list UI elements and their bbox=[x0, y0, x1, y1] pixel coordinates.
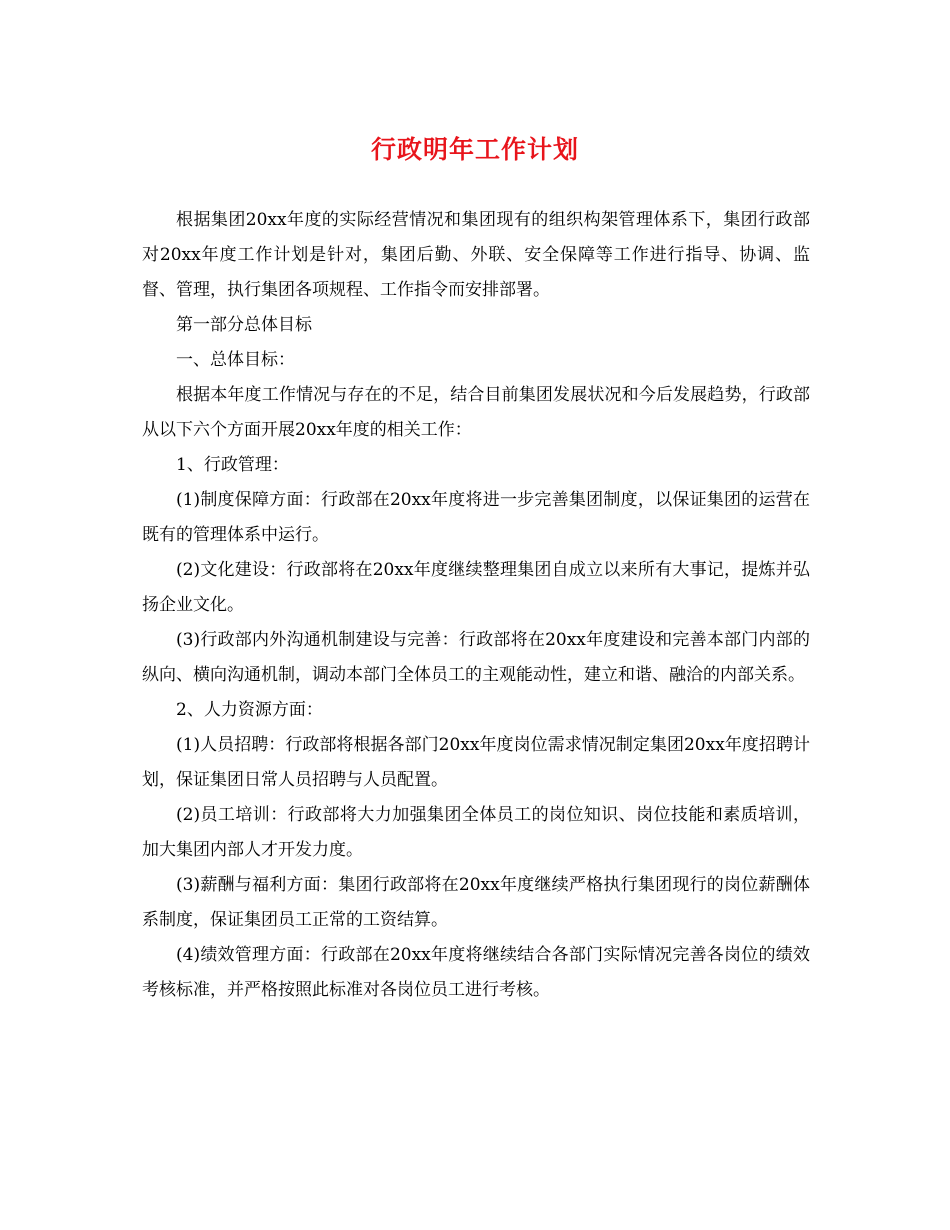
paragraph-admin-1: (1)制度保障方面：行政部在20xx年度将进一步完善集团制度，以保证集团的运营在既有的管理体系中运行。 bbox=[142, 490, 810, 545]
paragraph-hr-4: (4)绩效管理方面：行政部在20xx年度将继续结合各部门实际情况完善各岗位的绩效考核标准，并严格按照此标准对各岗位员工进行考核。 bbox=[142, 945, 810, 1000]
paragraph-overall-goal: 根据本年度工作情况与存在的不足，结合目前集团发展状况和今后发展趋势，行政部从以下六个方面开展20xx年度的相关工作： bbox=[142, 385, 810, 440]
paragraph-overall-goal-heading: 一、总体目标： bbox=[176, 350, 295, 370]
paragraph-admin-heading: 1、行政管理： bbox=[176, 455, 289, 475]
paragraph-admin-3: (3)行政部内外沟通机制建设与完善：行政部将在20xx年度建设和完善本部门内部的纵向、横向沟通机制，调动本部门全体员工的主观能动性，建立和谐、融洽的内部关系。 bbox=[142, 630, 810, 685]
document-title: 行政明年工作计划 bbox=[370, 135, 579, 164]
paragraph-hr-3: (3)薪酬与福利方面：集团行政部将在20xx年度继续严格执行集团现行的岗位薪酬体系制度，保证集团员工正常的工资结算。 bbox=[142, 875, 810, 930]
paragraph-admin-2: (2)文化建设：行政部将在20xx年度继续整理集团自成立以来所有大事记，提炼并弘扬企业文化。 bbox=[142, 560, 810, 615]
paragraph-hr-heading: 2、人力资源方面： bbox=[176, 700, 323, 720]
paragraph-intro: 根据集团20xx年度的实际经营情况和集团现有的组织构架管理体系下，集团行政部对20xx年度工作计划是针对，集团后勤、外联、安全保障等工作进行指导、协调、监督、管理，执行集团各项规程、工作指令而安排部署。 bbox=[142, 210, 810, 300]
paragraph-hr-1: (1)人员招聘：行政部将根据各部门20xx年度岗位需求情况制定集团20xx年度招聘计划，保证集团日常人员招聘与人员配置。 bbox=[142, 735, 810, 790]
paragraph-hr-2: (2)员工培训：行政部将大力加强集团全体员工的岗位知识、岗位技能和素质培训，加大集团内部人才开发力度。 bbox=[142, 805, 810, 860]
paragraph-part-one-heading: 第一部分总体目标 bbox=[176, 315, 312, 335]
document-body bbox=[142, 203, 810, 1008]
